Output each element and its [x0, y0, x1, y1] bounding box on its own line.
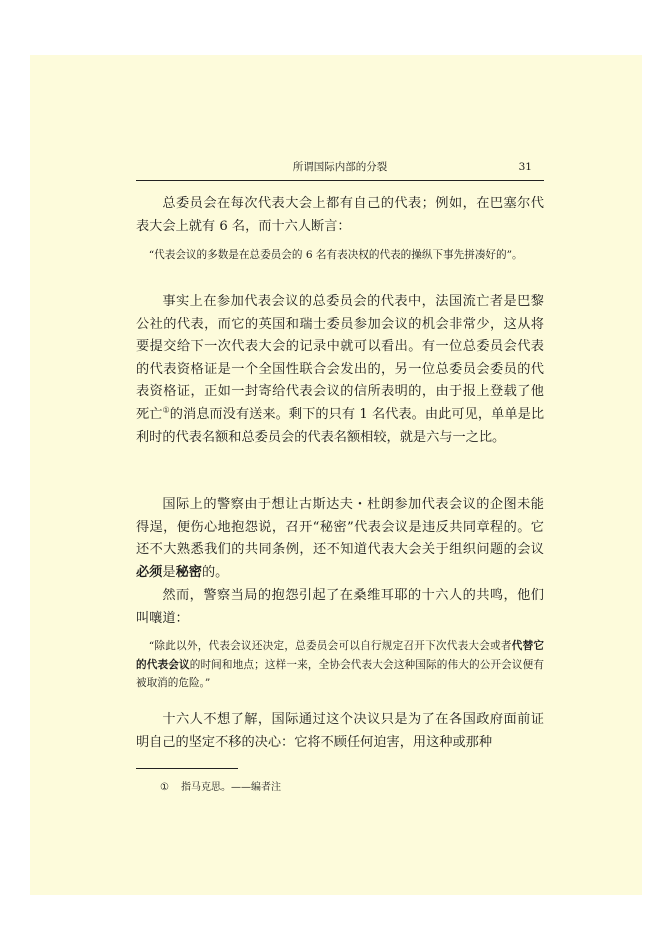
paragraph-4: 然而，警察当局的抱怨引起了在桑维耳耶的十六人的共鸣，他们叫嚷道： [136, 588, 544, 626]
quote-2-emphasis: 代替它的代表会议 [136, 640, 545, 671]
paragraph-3-text-c: 的。 [201, 564, 229, 580]
paragraph-3-block [136, 494, 544, 584]
paragraph-1: 总委员会在每次代表大会上都有自己的代表；例如，在巴塞尔代表大会上就有 6 名，而十六人断言： [136, 196, 544, 234]
block-quote-2 [136, 637, 544, 693]
footnote-rule [136, 768, 238, 769]
footnote-text: 指马克思。——编者注 [180, 782, 281, 793]
paragraph-3-text-b: 是 [162, 564, 176, 580]
quote-2-block [136, 637, 544, 693]
paragraph-2-text-b: 的消息而没有送来。剩下的只有 1 名代表。由此可见，单单是比利时的代表名额和总委员会的代表名额相较，就是六与一之比。 [136, 406, 545, 445]
header-rule [136, 180, 544, 181]
paragraph-2-text-a: 事实上在参加代表会议的总委员会的代表中，法国流亡者是巴黎公社的代表，而它的英国和瑞士委员参加会议的机会非常少，这从将要提交给下一次代表大会的记录中就可以看出。有一位总委员会代表的代表资格证是一个全国性联合会发出的，另一位总委员会委员的代表资格证，正如一封寄给代表会议的信所表明的，由于报上登载了他死亡 [136, 294, 544, 422]
block-quote-1: “代表会议的多数是在总委员会的 6 名有表决权的代表的操纵下事先拼凑好的”。 [148, 249, 523, 261]
footnote-mark: ① [160, 782, 169, 793]
paragraph-3 [136, 494, 544, 584]
paragraph-4-block [136, 585, 544, 630]
paragraph-2-block [136, 291, 544, 449]
paragraph-2 [136, 291, 544, 449]
paragraph-5-block [136, 709, 544, 754]
emphasis-secret: 秘密 [175, 564, 202, 580]
footnote [160, 781, 281, 795]
quote-1-block [136, 246, 544, 265]
page-number: 31 [518, 161, 532, 173]
paragraph-3-text-a: 国际上的警察由于想让古斯达夫・杜朗参加代表会议的企图未能得逞，便伤心地抱怨说，召开“秘密”代表会议是违反共同章程的。它还不大熟悉我们的共同条例，还不知道代表大会关于组织问题的会议 [136, 497, 544, 558]
running-head [136, 158, 544, 176]
paragraph-1-block [136, 193, 544, 238]
running-title: 所谓国际内部的分裂 [292, 161, 388, 173]
paragraph-5: 十六人不想了解，国际通过这个决议只是为了在各国政府面前证明自己的坚定不移的决心：它将不顾任何迫害，用这种或那种 [136, 712, 544, 750]
emphasis-must: 必须 [136, 564, 163, 580]
page-sheet [30, 55, 642, 895]
footnote-reference[interactable]: ① [162, 405, 170, 415]
quote-2-text-a: “除此以外，代表会议还决定，总委员会可以自行规定召开下次代表大会或者 [148, 640, 512, 652]
quote-2-text-b: 的时间和地点；这样一来，全协会代表大会这种国际的伟大的公开会议便有被取消的危险。” [136, 658, 544, 689]
